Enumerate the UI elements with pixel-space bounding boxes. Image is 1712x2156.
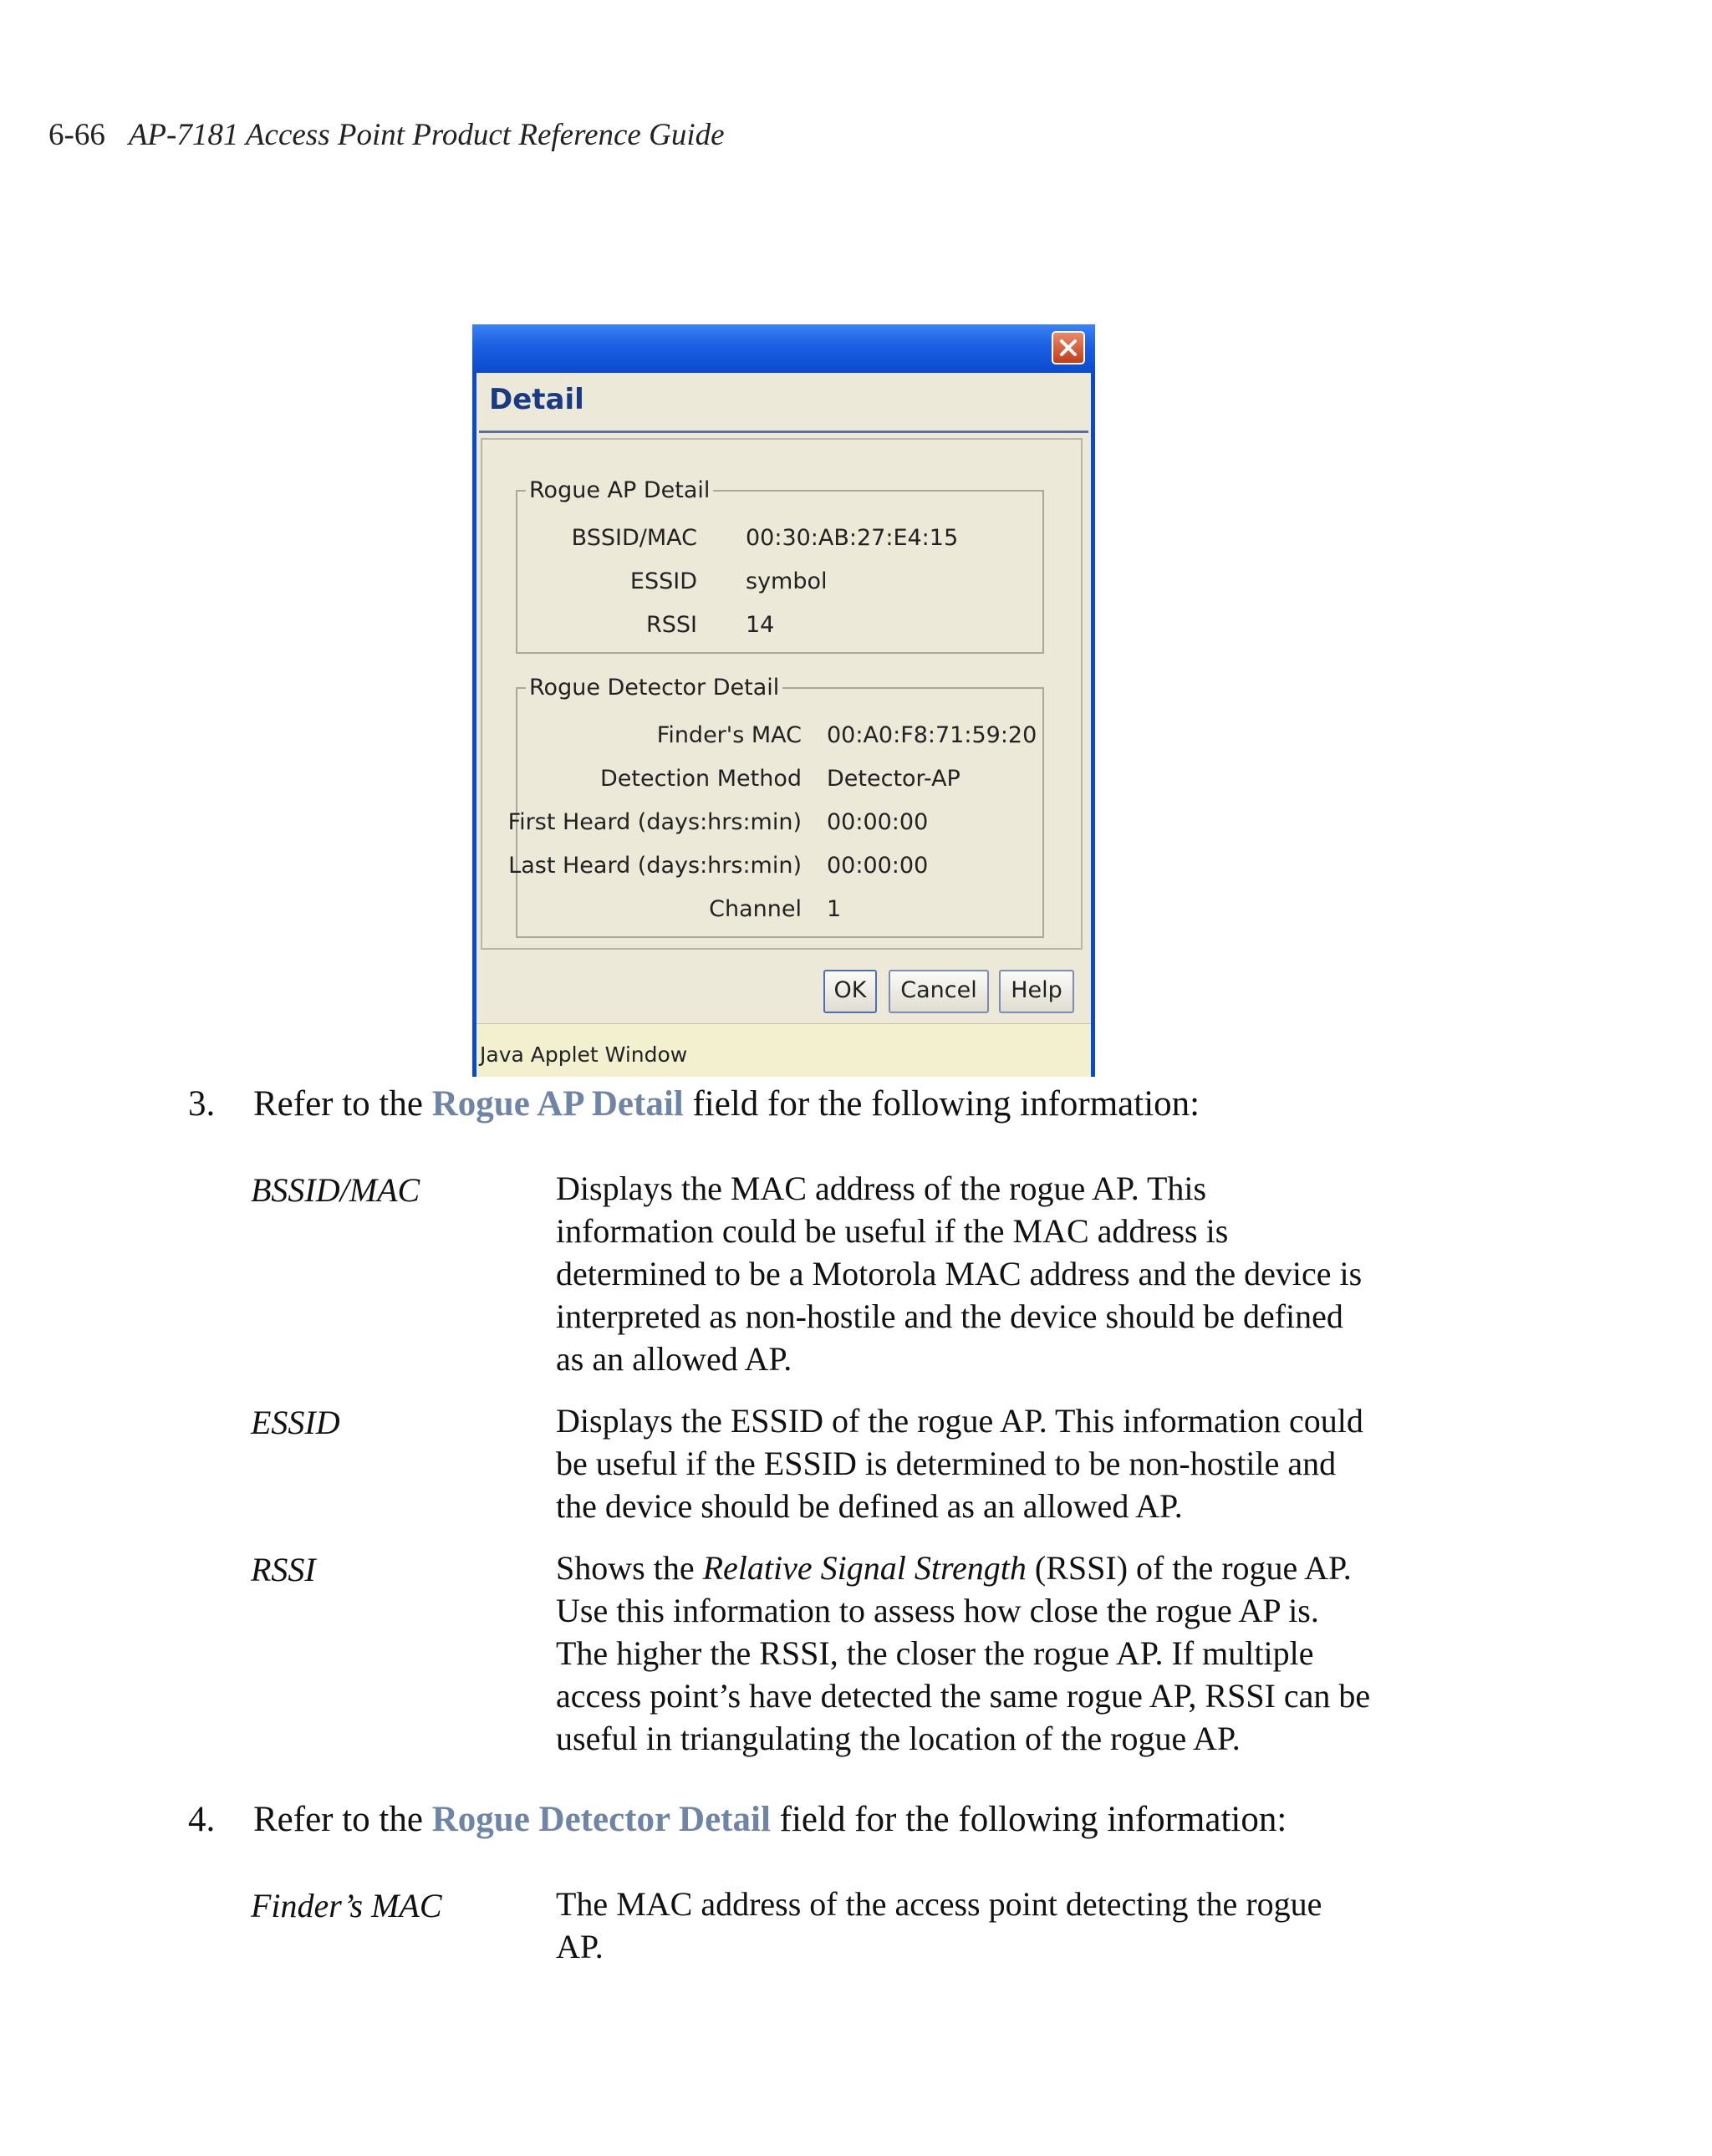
step-number: 3. [188, 1084, 216, 1124]
description-line: access point’s have detected the same rogue AP, RSSI can be [556, 1677, 1371, 1715]
step-4 [188, 1799, 1287, 1840]
field-row-bssid [517, 525, 1019, 555]
definition-description [556, 1167, 1400, 1380]
definition-description [556, 1399, 1400, 1527]
detail-panel [481, 438, 1083, 950]
step-3 [188, 1083, 1200, 1124]
page-number: 6-66 [48, 118, 105, 152]
step-suffix: field for the following information: [779, 1800, 1287, 1839]
step-number: 4. [188, 1800, 216, 1839]
finders-mac-value: 00:A0:F8:71:59:20 [827, 722, 1037, 748]
step-ui-term: Rogue AP Detail [431, 1084, 684, 1124]
channel-value: 1 [827, 896, 842, 922]
description-line: interpreted as non-hostile and the device should be defined [556, 1297, 1343, 1335]
help-button[interactable]: Help [999, 970, 1074, 1013]
description-line: useful in triangulating the location of the rogue AP. [556, 1720, 1241, 1757]
description-line: AP. [556, 1928, 604, 1965]
field-row-detection-method [517, 766, 1044, 796]
definition-description [556, 1883, 1400, 1968]
ok-button[interactable]: OK [823, 970, 877, 1013]
last-heard-value: 00:00:00 [827, 853, 929, 879]
description-line: be useful if the ESSID is determined to be non-hostile and [556, 1445, 1337, 1482]
bssid-label: BSSID/MAC [571, 525, 697, 551]
rssi-value: 14 [746, 612, 775, 638]
rogue-detector-detail-legend: Rogue Detector Detail [526, 675, 782, 701]
description-line: the device should be defined as an allowed AP. [556, 1487, 1183, 1525]
description-line: The higher the RSSI, the closer the rogue AP. If multiple [556, 1634, 1314, 1672]
page-header [48, 117, 725, 153]
bssid-value: 00:30:AB:27:E4:15 [746, 525, 959, 551]
description-line: Use this information to assess how close the rogue AP is. [556, 1592, 1319, 1629]
close-icon [1059, 339, 1078, 357]
dialog-title: Detail [489, 383, 584, 416]
field-row-essid [517, 568, 1019, 599]
title-divider [479, 431, 1088, 433]
detail-dialog [472, 324, 1095, 1077]
definition-term: BSSID/MAC [251, 1171, 420, 1209]
description-line: Displays the MAC address of the rogue AP. This [556, 1170, 1207, 1207]
field-row-channel [517, 896, 1044, 926]
finders-mac-label: Finder's MAC [656, 722, 802, 748]
close-button[interactable] [1052, 331, 1085, 364]
step-prefix: Refer to the [253, 1084, 423, 1124]
definition-term: Finder’s MAC [251, 1887, 442, 1924]
applet-status-bar [476, 1023, 1091, 1077]
essid-label: ESSID [629, 568, 697, 594]
description-text: (RSSI) of the rogue AP. [1034, 1549, 1352, 1587]
rogue-ap-detail-group [516, 477, 1044, 654]
description-line: Displays the ESSID of the rogue AP. This information could [556, 1402, 1363, 1440]
detection-method-value: Detector-AP [827, 766, 960, 792]
description-line: information could be useful if the MAC address is [556, 1212, 1229, 1250]
rogue-ap-detail-legend: Rogue AP Detail [526, 477, 713, 503]
dialog-titlebar [472, 324, 1095, 373]
detection-method-label: Detection Method [599, 766, 802, 792]
first-heard-label: First Heard (days:hrs:min) [507, 809, 802, 835]
guide-title: AP-7181 Access Point Product Reference Guide [128, 118, 725, 152]
rogue-detector-detail-group [507, 675, 1044, 938]
cancel-button[interactable]: Cancel [889, 970, 989, 1013]
description-line: as an allowed AP. [556, 1340, 792, 1378]
field-row-first-heard [507, 809, 1044, 839]
channel-label: Channel [709, 896, 802, 922]
description-line: The MAC address of the access point detecting the rogue [556, 1885, 1322, 1923]
field-row-finders-mac [517, 722, 1044, 752]
step-ui-term: Rogue Detector Detail [431, 1800, 771, 1839]
step-suffix: field for the following information: [692, 1084, 1200, 1124]
essid-value: symbol [746, 568, 828, 594]
definition-term: RSSI [251, 1551, 316, 1588]
definition-term: ESSID [251, 1404, 340, 1441]
field-row-rssi [517, 612, 1019, 642]
rssi-label: RSSI [645, 612, 697, 638]
description-text: Shows the [556, 1549, 695, 1587]
applet-status-text: Java Applet Window [480, 1042, 688, 1067]
step-prefix: Refer to the [253, 1800, 423, 1839]
definition-description [556, 1547, 1400, 1760]
last-heard-label: Last Heard (days:hrs:min) [508, 853, 802, 879]
description-line [556, 1547, 1400, 1589]
first-heard-value: 00:00:00 [827, 809, 929, 835]
description-line: determined to be a Motorola MAC address and the device is [556, 1255, 1363, 1292]
description-emphasis: Relative Signal Strength [702, 1549, 1027, 1587]
window-border-left [472, 373, 476, 1077]
field-row-last-heard [508, 853, 1044, 883]
window-border-right [1091, 373, 1095, 1077]
